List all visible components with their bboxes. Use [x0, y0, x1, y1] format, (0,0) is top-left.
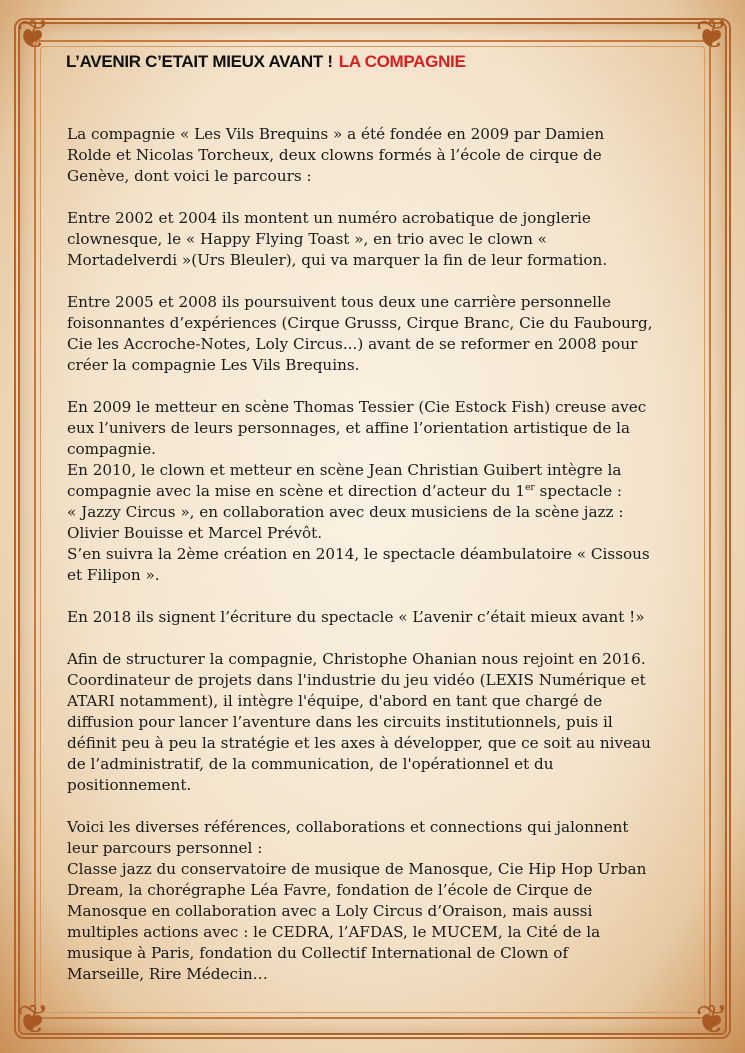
corner-ornament-icon: ❦	[16, 12, 50, 58]
paragraph-references: Voici les diverses références, collaborations et connections qui jalonnent leur parcours personnel : Classe jazz du conservatoire de musique de Manosque, Cie Hip Hop Urban Dream, la chorégraphe Léa Favre, fondation de l’école de Cirque de Manosque en collaboration avec a Loly Circus d’Oraison, mais aussi multiples actions avec : le CEDRA, l’AFDAS, le MUCEM, la Cité de la musique à Paris, fondation du Collectif International de Clown of Marseille, Rire Médecin…	[67, 818, 647, 983]
document-title: L’AVENIR C’ETAIT MIEUX AVANT !	[66, 52, 333, 71]
body-text	[67, 124, 691, 985]
page-header	[66, 52, 466, 72]
paragraph-2018: En 2018 ils signent l’écriture du spectacle « L’avenir c’était mieux avant !»	[67, 608, 645, 626]
section-title: LA COMPAGNIE	[338, 52, 466, 71]
corner-ornament-icon: ❦	[695, 12, 729, 58]
paragraph-2002: Entre 2002 et 2004 ils montent un numéro acrobatique de jonglerie clownesque, le « Happy Flying Toast », en trio avec le clown « Mortadelverdi »(Urs Bleuler), qui va marquer la fin de leur formation.	[67, 209, 608, 269]
paragraph-2009: En 2009 le metteur en scène Thomas Tessier (Cie Estock Fish) creuse avec eux l’univers de leurs personnages, et affine l’orientation artistique de la compagnie. En 2010, le clown et metteur en scène Jean Christian Guibert intègre la compagnie avec la mise en scène et direction d’acteur du 1er spectacle : « Jazzy Circus », en collaboration avec deux musiciens de la scène jazz : Olivier Bouisse et Marcel Prévôt. S’en suivra la 2ème création en 2014, le spectacle déambulatoire « Cissous et Filipon ».	[67, 398, 650, 584]
corner-ornament-icon: ❦	[695, 997, 729, 1043]
paragraph-structure: Afin de structurer la compagnie, Christophe Ohanian nous rejoint en 2016. Coordinateur de projets dans l'industrie du jeu vidéo (LEXIS Numérique et ATARI notamment), il intègre l'équipe, d'abord en tant que chargé de diffusion pour lancer l’aventure dans les circuits institutionnels, puis il définit peu à peu la stratégie et les axes à développer, que ce soit au niveau de l’administratif, de la communication, de l'opérationnel et du positionnement.	[67, 650, 651, 794]
paragraph-intro: La compagnie « Les Vils Brequins » a été fondée en 2009 par Damien Rolde et Nicolas Torcheux, deux clowns formés à l’école de cirque de Genève, dont voici le parcours :	[67, 125, 605, 185]
corner-ornament-icon: ❦	[16, 997, 50, 1043]
paragraph-2005: Entre 2005 et 2008 ils poursuivent tous deux une carrière personnelle foisonnantes d’expériences (Cirque Grusss, Cirque Branc, Cie du Faubourg, Cie les Accroche-Notes, Loly Circus...) avant de se reformer en 2008 pour créer la compagnie Les Vils Brequins.	[67, 293, 653, 374]
